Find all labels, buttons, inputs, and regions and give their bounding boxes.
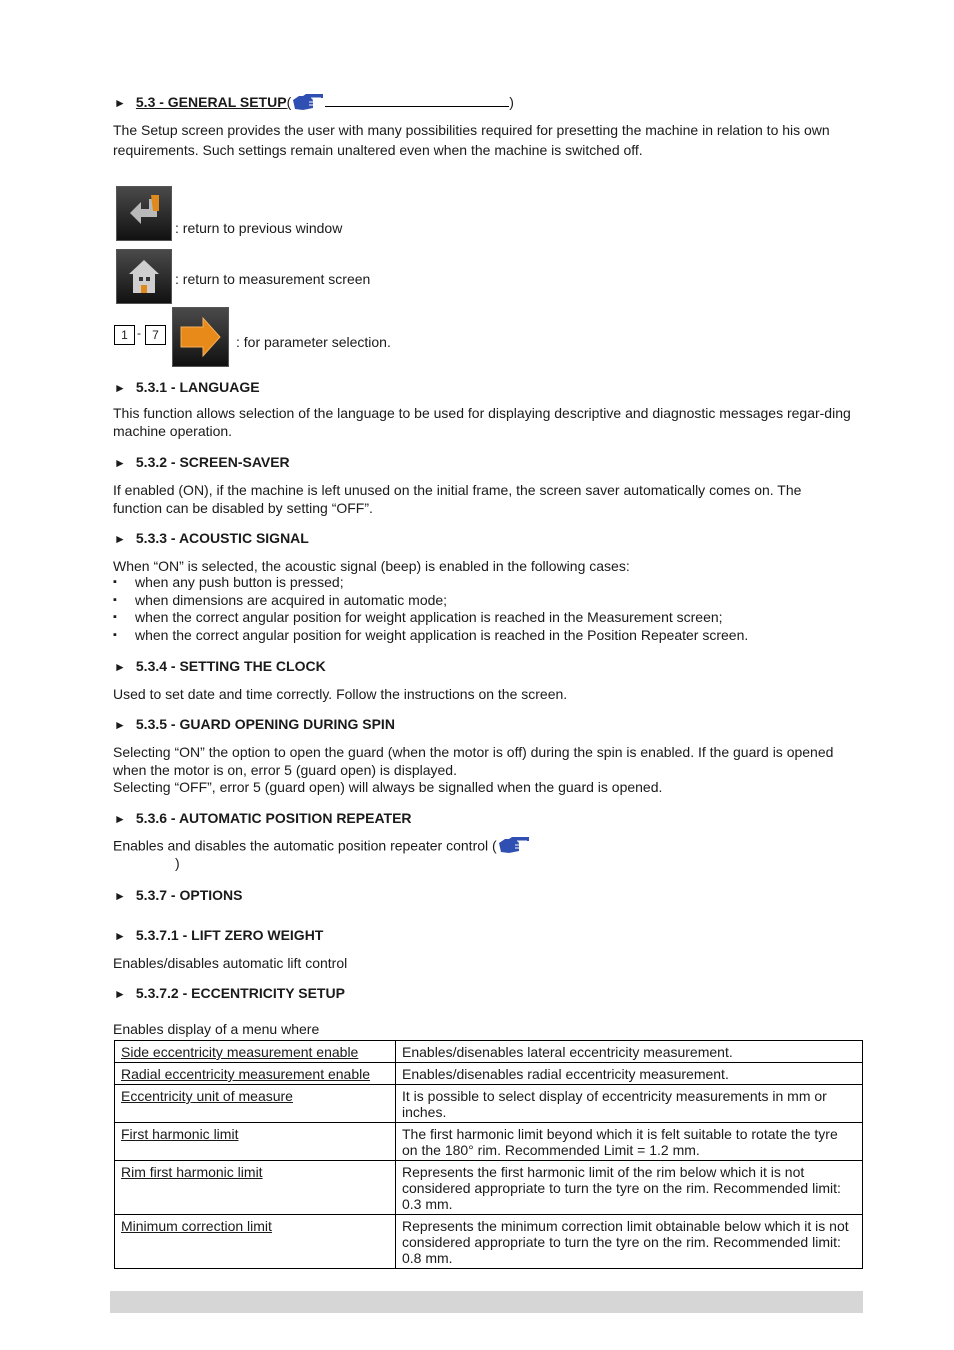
right-arrow-icon [173,308,228,366]
table-row [115,1215,863,1269]
key-7[interactable]: 7 [145,325,166,345]
section-intro: The Setup screen provides the user with many possibilities required for presetting the machine in relation to his own requirements. Such settings remain unaltered even when the machine is switched off. [113,122,830,158]
table-row [115,1123,863,1161]
table-row [115,1085,863,1123]
table-cell-name: Rim first harmonic limit [121,1164,263,1180]
table-cell-desc: Represents the first harmonic limit of the rim below which it is not considered appropriate to turn the tyre on the rim. Recommended limit: 0.3 mm. [396,1161,863,1215]
back-arrow-icon [117,187,171,240]
list-item: ▪ when dimensions are acquired in automatic mode; [113,592,863,610]
back-button[interactable] [116,186,172,241]
table-cell-desc: The first harmonic limit beyond which it is felt suitable to rotate the tyre on the 180° rim. Recommended Limit = 1.2 mm. [396,1123,863,1161]
table-cell-name: Minimum correction limit [121,1218,272,1234]
lift-text: Enables/disables automatic lift control [113,955,348,971]
screensaver-text: If enabled (ON), if the machine is left unused on the initial frame, the screen saver automatically comes on. The function can be disabled by setting “OFF”. [113,482,802,516]
table-cell-desc: Enables/disenables radial eccentricity measurement. [396,1063,863,1085]
reference-underline [325,92,509,107]
list-item: ▪ when the correct angular position for weight application is reached in the Position Repeater screen. [113,627,863,645]
list-item: ▪ when any push button is pressed; [113,574,863,592]
pointing-hand-icon [497,836,531,858]
acoustic-list [113,574,863,644]
guard-line-3: Selecting “OFF”, error 5 (guard open) will always be signalled when the guard is opened. [113,779,663,795]
key-range-dash: - [137,326,141,340]
heading-5-3-4: ► 5.3.4 - SETTING THE CLOCK [114,658,326,674]
heading-5-3-3: ► 5.3.3 - ACOUSTIC SIGNAL [114,530,309,546]
heading-5-3-2: ► 5.3.2 - SCREEN-SAVER [114,454,290,470]
table-cell-name: First harmonic limit [121,1126,239,1142]
table-row [115,1041,863,1063]
clock-text: Used to set date and time correctly. Follow the instructions on the screen. [113,686,568,702]
table-cell-desc: Enables/disenables lateral eccentricity measurement. [396,1041,863,1063]
back-label: : return to previous window [175,220,343,236]
heading-5-3-7-2: ► 5.3.7.2 - ECCENTRICITY SETUP [114,985,345,1001]
section-title: 5.3 - GENERAL SETUP [135,94,287,110]
footer-bar [110,1291,863,1313]
heading-5-3-6: ► 5.3.6 - AUTOMATIC POSITION REPEATER [114,810,412,826]
language-text: This function allows selection of the language to be used for displaying descriptive and diagnostic messages regar-ding machine operation. [113,405,851,439]
home-icon [117,250,171,303]
home-label: : return to measurement screen [175,271,371,287]
eccentricity-table [114,1040,863,1269]
heading-5-3-5: ► 5.3.5 - GUARD OPENING DURING SPIN [114,716,395,732]
key-1[interactable]: 1 [114,325,135,345]
eccentricity-text: Enables display of a menu where [113,1021,320,1037]
heading-5-3-7-1: ► 5.3.7.1 - LIFT ZERO WEIGHT [114,927,324,943]
heading-5-3-1: ► 5.3.1 - LANGUAGE [114,379,260,395]
next-label: : for parameter selection. [236,334,391,350]
table-cell-desc: Represents the minimum correction limit obtainable below which it is not considered appropriate to turn the tyre on the rim. Recommended limit: 0.8 mm. [396,1215,863,1269]
guard-line-2: when the motor is on, error 5 (guard open) is displayed. [113,762,457,778]
acoustic-intro: When “ON” is selected, the acoustic signal (beep) is enabled in the following cases: [113,558,630,574]
table-cell-name: Eccentricity unit of measure [121,1088,293,1104]
table-row [115,1161,863,1215]
heading-arrow: ► [114,96,126,110]
list-item: ▪ when the correct angular position for weight application is reached in the Measurement screen; [113,609,863,627]
table-cell-desc: It is possible to select display of eccentricity measurements in mm or inches. [396,1085,863,1123]
repeater-close: ) [175,855,180,871]
table-cell-name: Radial eccentricity measurement enable [121,1066,371,1082]
section-heading: ► 5.3 - GENERAL SETUP( ) [114,92,544,114]
table-row [115,1063,863,1085]
table-cell-name: Side eccentricity measurement enable [121,1044,359,1060]
repeater-text: Enables and disables the automatic position repeater control ( [113,836,531,858]
pointing-hand-icon [291,93,325,114]
guard-line-1: Selecting “ON” the option to open the guard (when the motor is off) during the spin is enabled. If the guard is opened [113,744,834,760]
next-button[interactable] [172,307,229,367]
home-button[interactable] [116,249,172,304]
heading-5-3-7: ► 5.3.7 - OPTIONS [114,887,243,903]
